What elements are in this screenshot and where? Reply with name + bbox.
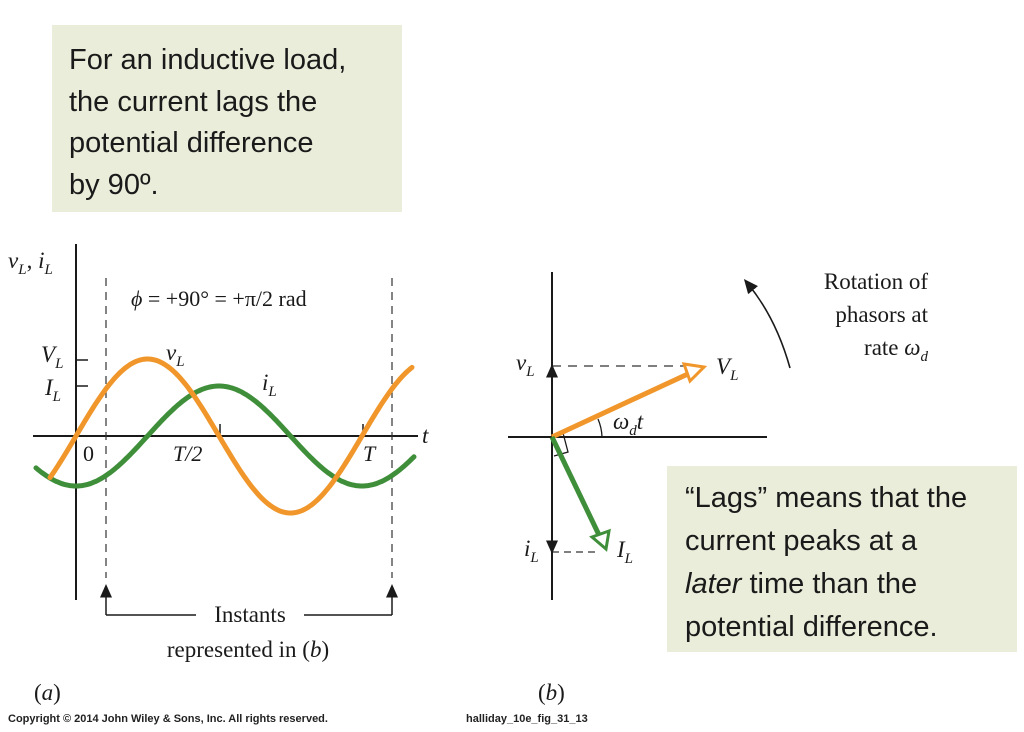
tick-label-period: T [363, 441, 376, 466]
x-axis-label: t [422, 423, 429, 448]
panel-label-a: (a) [34, 680, 61, 705]
current-projection-label: $i_L$ [524, 536, 539, 566]
phase-label: ϕ = +90° = +π/2 rad [131, 286, 307, 311]
instants-label-line1: Instants [214, 602, 286, 627]
rotation-label-line2: phasors at [835, 302, 928, 327]
panel-label-b: (b) [538, 680, 565, 705]
angle-arc [598, 419, 602, 437]
copyright-notice: Copyright © 2014 John Wiley & Sons, Inc. All rights reserved. [8, 713, 328, 725]
voltage-curve-label: $v_L$ [166, 340, 185, 370]
tick-label-half-period: T/2 [173, 441, 203, 466]
current-curve-label: $i_L$ [262, 370, 277, 400]
current-phasor-label: $I_L$ [617, 537, 634, 567]
voltage-projection-label: $v_L$ [516, 350, 535, 380]
voltage-phasor-head [684, 364, 704, 381]
tick-label-zero: 0 [83, 441, 94, 466]
voltage-amplitude-label: $V_L$ [41, 342, 64, 372]
panel-b [508, 269, 929, 705]
current-phasor-shaft [552, 437, 599, 535]
panel-a [8, 244, 429, 705]
voltage-phasor-label: $V_L$ [716, 354, 739, 384]
callout-text: time than the [741, 568, 918, 600]
callout-line: For an inductive load, [69, 44, 347, 76]
rotation-label-line3: rate $\omega_d$ [864, 335, 928, 365]
angle-label: $\omega_dt$ [613, 409, 644, 439]
current-phasor-head [592, 531, 609, 549]
current-amplitude-label: $I_L$ [45, 375, 62, 405]
callout-line: the current lags the [69, 85, 318, 118]
rotation-arrow [748, 284, 790, 368]
callout-line: potential difference [69, 127, 314, 159]
callout-line: potential difference. [685, 611, 938, 643]
rotation-label-line1: Rotation of [823, 269, 928, 294]
callout-line: by 90º. [69, 168, 159, 201]
callout-line: current peaks at a [685, 525, 918, 557]
callout-line: “Lags” means that the [685, 482, 968, 514]
y-axis-label: $v_L$, $i_L$ [8, 248, 53, 278]
instants-label-line2: represented in (b) [166, 637, 330, 662]
callout-emphasis: later [685, 568, 742, 600]
figure-id: halliday_10e_fig_31_13 [466, 713, 588, 725]
